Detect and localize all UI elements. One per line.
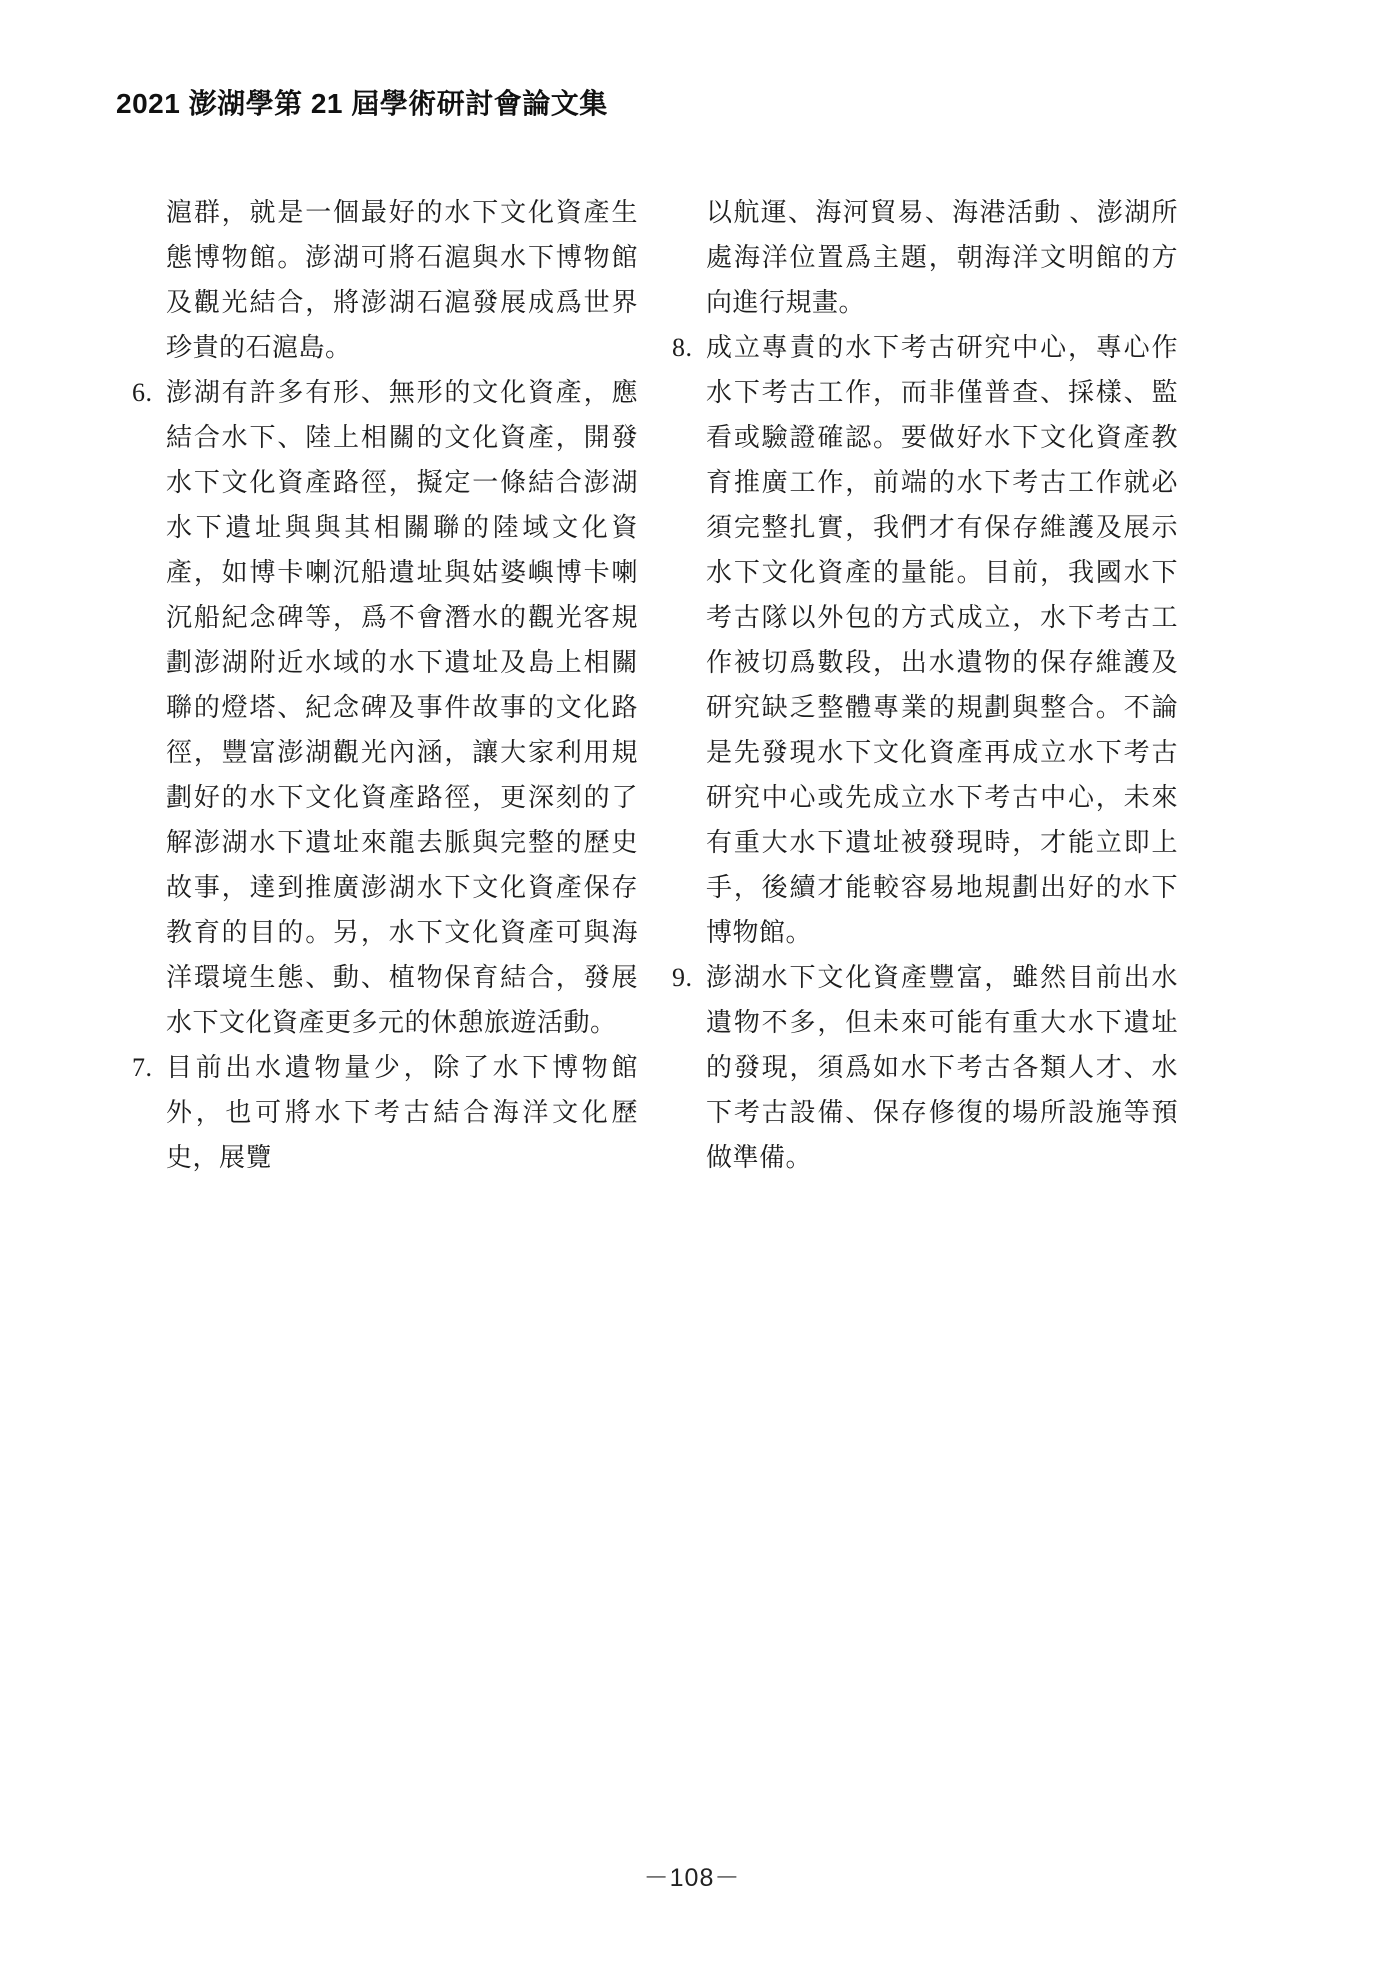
- list-item-text: 以航運、海河貿易、海港活動 、澎湖所處海洋位置爲主題，朝海洋文明館的方向進行規畫。: [706, 198, 1178, 317]
- paragraph-continuation: [132, 190, 638, 370]
- list-item-9: [672, 955, 1178, 1180]
- list-item-8: [672, 325, 1178, 955]
- page-number: －108－: [643, 1864, 741, 1892]
- list-item-number: 9.: [672, 963, 693, 992]
- text-column-left: [132, 190, 638, 1180]
- list-item-text: 滬群，就是一個最好的水下文化資產生態博物館。澎湖可將石滬與水下博物館及觀光結合，將澎湖石滬發展成爲世界珍貴的石滬島。: [166, 198, 638, 362]
- list-item-text: 成立專責的水下考古研究中心，專心作水下考古工作，而非僅普查、採樣、監看或驗證確認。要做好水下文化資產教育推廣工作，前端的水下考古工作就必須完整扎實，我們才有保存維護及展示水下文化資產的量能。目前，我國水下考古隊以外包的方式成立，水下考古工作被切爲數段，出水遺物的保存維護及研究缺乏整體專業的規劃與整合。不論是先發現水下文化資產再成立水下考古研究中心或先成立水下考古中心，未來有重大水下遺址被發現時，才能立即上手，後續才能較容易地規劃出好的水下博物館。: [706, 333, 1178, 947]
- list-item-text: 澎湖水下文化資產豐富，雖然目前出水遺物不多，但未來可能有重大水下遺址的發現，須爲如水下考古各類人才、水下考古設備、保存修復的場所設施等預做準備。: [706, 963, 1178, 1172]
- page-header-title: 2021 澎湖學第 21 屆學術研討會論文集: [116, 88, 608, 119]
- list-item-6: [132, 370, 638, 1045]
- paragraph-continuation: [672, 190, 1178, 325]
- list-item-7: [132, 1045, 638, 1180]
- list-item-number: 8.: [672, 333, 693, 362]
- text-column-right: [672, 190, 1178, 1180]
- list-item-text: 澎湖有許多有形、無形的文化資產，應結合水下、陸上相關的文化資產，開發水下文化資產路徑，擬定一條結合澎湖水下遺址與與其相關聯的陸域文化資產，如博卡喇沉船遺址與姑婆嶼博卡喇沉船紀念碑等，爲不會潛水的觀光客規劃澎湖附近水域的水下遺址及島上相關聯的燈塔、紀念碑及事件故事的文化路徑，豐富澎湖觀光內涵，讓大家利用規劃好的水下文化資產路徑，更深刻的了解澎湖水下遺址來龍去脈與完整的歷史故事，達到推廣澎湖水下文化資產保存教育的目的。另，水下文化資產可與海洋環境生態、動、植物保育結合，發展水下文化資產更多元的休憩旅遊活動。: [166, 378, 638, 1037]
- list-item-text: 目前出水遺物量少，除了水下博物館外，也可將水下考古結合海洋文化歷史，展覽: [166, 1053, 638, 1172]
- list-item-number: 6.: [132, 378, 153, 407]
- list-item-number: 7.: [132, 1053, 153, 1082]
